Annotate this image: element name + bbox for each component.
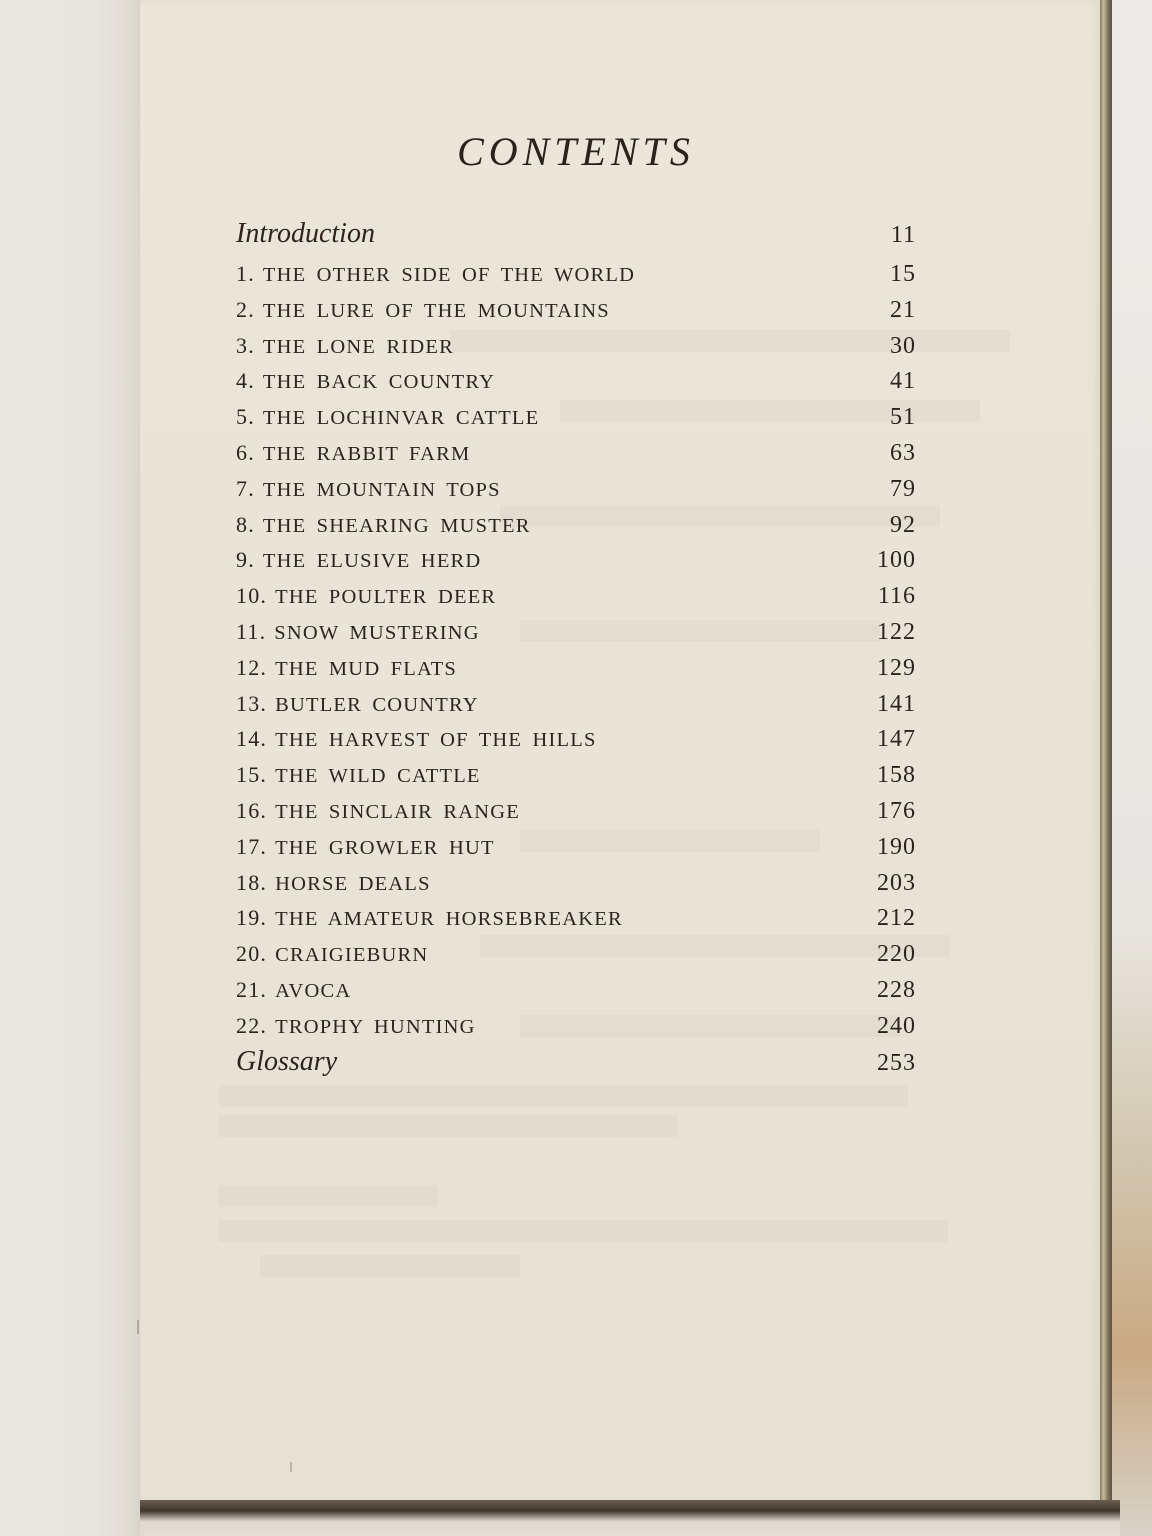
chapter-number: 6. (236, 439, 255, 465)
toc-entry (236, 1008, 916, 1044)
toc-entry (236, 435, 916, 471)
page-edge (1100, 0, 1112, 1510)
chapter-title: THE ELUSIVE HERD (262, 550, 482, 573)
toc-entry (236, 256, 916, 292)
chapter-title: HORSE DEALS (275, 872, 431, 895)
chapter-number: 8. (236, 511, 255, 537)
page-number: 240 (877, 1012, 916, 1039)
toc-entry-title (236, 865, 431, 903)
page-number: 100 (877, 547, 916, 574)
chapter-title: THE OTHER SIDE OF THE WORLD (262, 264, 636, 286)
toc-entry-title (236, 1008, 476, 1046)
toc-entry (236, 363, 916, 399)
page-mark (137, 1320, 139, 1334)
page-number: 158 (877, 762, 916, 789)
toc-entry-title (236, 399, 539, 437)
chapter-title: THE HARVEST OF THE HILLS (275, 729, 597, 752)
page-mark (290, 1462, 292, 1472)
page-bottom-edge (140, 1500, 1120, 1536)
chapter-title: THE LURE OF THE MOUNTAINS (262, 299, 610, 322)
toc-entry-title (236, 435, 470, 473)
page-number: 30 (890, 332, 916, 359)
chapter-title: BUTLER COUNTRY (275, 693, 479, 716)
chapter-title: THE RABBIT FARM (262, 442, 471, 465)
chapter-title: THE MOUNTAIN TOPS (262, 478, 501, 501)
page-number: 11 (890, 222, 916, 248)
chapter-number: 9. (236, 547, 255, 573)
toc-entry-title (236, 757, 481, 795)
table-of-contents (236, 212, 916, 1079)
chapter-number: 16. (236, 797, 268, 823)
chapter-title: THE BACK COUNTRY (262, 371, 496, 394)
toc-entry (236, 542, 916, 578)
chapter-number: 21. (236, 976, 268, 1002)
chapter-number: 2. (236, 296, 255, 322)
toc-entry (236, 614, 916, 650)
toc-entry-title (236, 471, 501, 509)
toc-entry-title (236, 650, 457, 688)
chapter-title: THE GROWLER HUT (275, 836, 495, 859)
chapter-number: 7. (236, 475, 255, 501)
chapter-title: Glossary (236, 1045, 338, 1077)
toc-entry-title (236, 829, 495, 867)
toc-entry-title (236, 542, 481, 580)
chapter-number: 19. (236, 905, 268, 931)
page-number: 116 (877, 583, 916, 610)
toc-entry (236, 507, 916, 543)
toc-entry-title (236, 292, 610, 330)
page-number: 21 (890, 296, 916, 323)
page-number: 228 (877, 976, 916, 1003)
toc-entry-title (236, 972, 351, 1010)
toc-entry-title (236, 686, 479, 724)
chapter-title: THE SHEARING MUSTER (262, 514, 531, 537)
chapter-number: 11. (236, 618, 267, 644)
chapter-number: 3. (236, 332, 255, 358)
toc-entry (236, 793, 916, 829)
toc-entry-title (236, 900, 623, 938)
page-number: 147 (877, 726, 916, 753)
chapter-number: 12. (236, 654, 268, 680)
toc-entry (236, 900, 916, 936)
page-number: 253 (877, 1049, 916, 1076)
toc-entry-title (236, 1044, 337, 1080)
page-number: 176 (877, 797, 916, 824)
toc-entry (236, 829, 916, 865)
page-title: CONTENTS (457, 129, 695, 174)
chapter-title: AVOCA (275, 979, 352, 1002)
toc-entry (236, 1044, 916, 1080)
toc-entry (236, 292, 916, 328)
toc-entry (236, 650, 916, 686)
chapter-number: 14. (236, 726, 268, 752)
chapter-title: Introduction (236, 218, 375, 249)
chapter-number: 13. (236, 690, 268, 716)
chapter-title: CRAIGIEBURN (275, 944, 429, 967)
page-number: 51 (890, 404, 916, 431)
toc-entry-title (236, 614, 480, 652)
toc-entry (236, 578, 916, 614)
toc-entry-title (236, 578, 496, 616)
page-number: 190 (877, 833, 916, 860)
toc-entry-title (236, 256, 635, 294)
page-number: 122 (877, 618, 916, 645)
toc-entry (236, 328, 916, 364)
chapter-title: THE LONE RIDER (262, 335, 454, 358)
chapter-number: 17. (236, 833, 268, 859)
toc-entry-title (236, 936, 428, 974)
page-number: 63 (890, 439, 916, 466)
chapter-number: 10. (236, 583, 268, 609)
toc-entry-title (236, 507, 531, 545)
toc-entry (236, 936, 916, 972)
chapter-number: 20. (236, 941, 268, 967)
chapter-number: 22. (236, 1012, 268, 1038)
toc-entry-title (236, 793, 520, 831)
chapter-title: THE POULTER DEER (275, 586, 497, 609)
page-number: 141 (877, 690, 916, 717)
toc-entry (236, 399, 916, 435)
background (1112, 0, 1152, 1536)
toc-entry (236, 757, 916, 793)
toc-entry (236, 471, 916, 507)
toc-entry (236, 865, 916, 901)
chapter-title: THE LOCHINVAR CATTLE (262, 407, 540, 430)
chapter-number: 15. (236, 762, 268, 788)
page-number: 203 (877, 869, 916, 896)
chapter-title: THE WILD CATTLE (275, 765, 481, 788)
toc-entry (236, 972, 916, 1008)
toc-entry (236, 212, 916, 256)
left-page-edge (0, 0, 150, 1536)
chapter-title: THE AMATEUR HORSEBREAKER (275, 908, 623, 931)
page-number: 212 (877, 905, 916, 932)
page-number: 220 (877, 941, 916, 968)
page-number: 15 (890, 261, 916, 287)
page-number: 41 (890, 368, 916, 395)
page-number: 92 (890, 511, 916, 538)
chapter-title: SNOW MUSTERING (274, 621, 480, 644)
chapter-title: THE SINCLAIR RANGE (275, 800, 520, 823)
page-number: 79 (890, 475, 916, 502)
chapter-title: TROPHY HUNTING (275, 1015, 476, 1038)
toc-entry-title (236, 721, 597, 759)
chapter-number: 18. (236, 869, 268, 895)
chapter-number: 4. (236, 368, 255, 394)
chapter-number: 5. (236, 404, 255, 430)
toc-entry-title (236, 363, 495, 401)
page-number: 129 (877, 654, 916, 681)
toc-entry (236, 686, 916, 722)
toc-entry (236, 721, 916, 757)
toc-entry-title (236, 328, 454, 366)
chapter-number: 1. (236, 261, 255, 286)
toc-entry-title (236, 212, 375, 256)
chapter-title: THE MUD FLATS (275, 657, 458, 680)
